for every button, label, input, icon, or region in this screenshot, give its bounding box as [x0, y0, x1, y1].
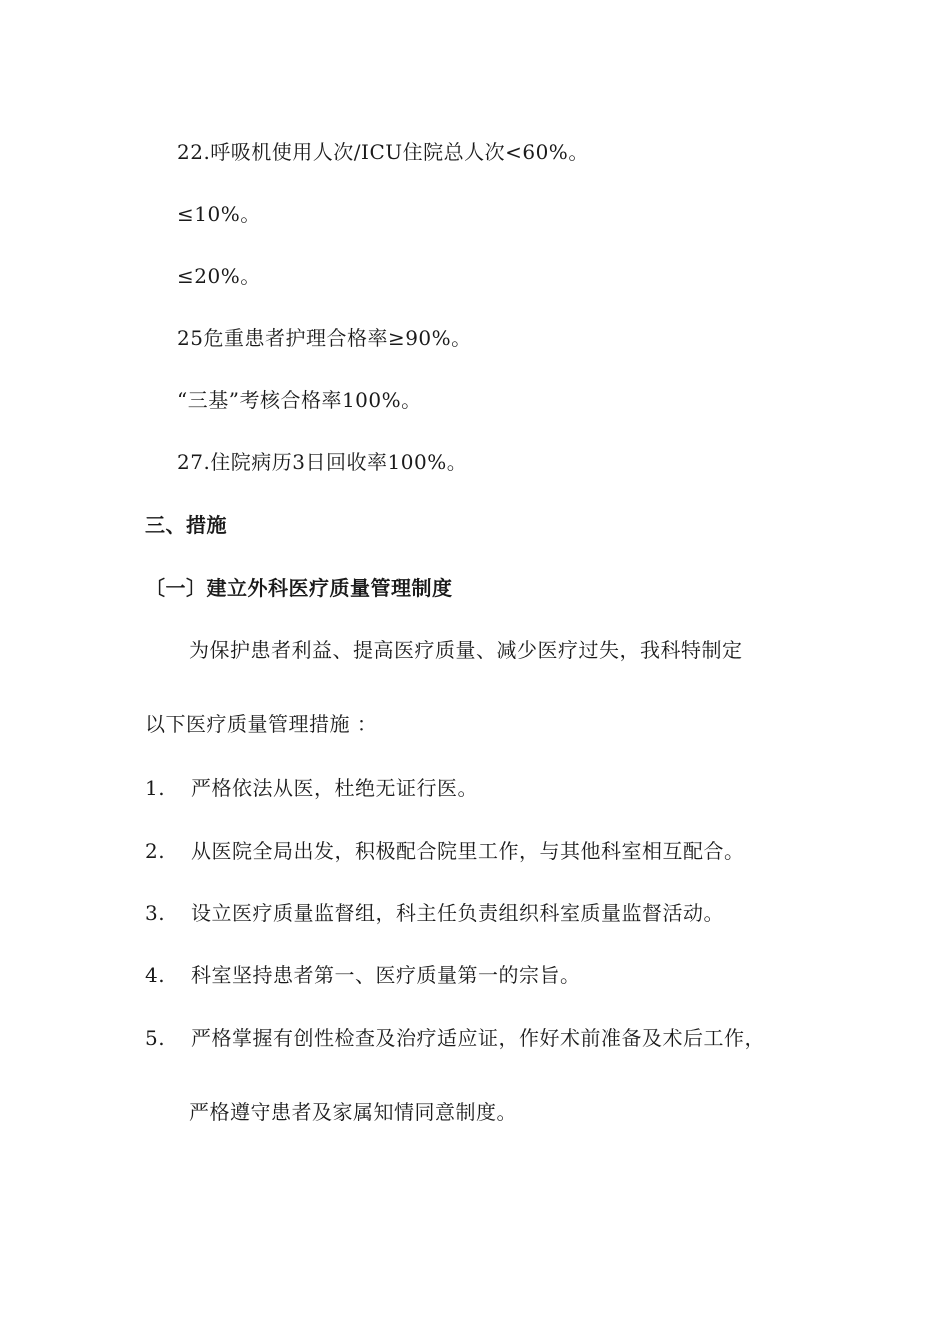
measure-number: 5. [145, 1026, 166, 1050]
measure-number: 2. [145, 839, 166, 863]
intro-paragraph-line-2: 以下医疗质量管理措施 ： [145, 712, 378, 736]
measure-text: 从医院全局出发，积极配合院里工作，与其他科室相互配合。 [191, 839, 745, 863]
measure-item-5-continuation: 严格遵守患者及家属知情同意制度。 [189, 1100, 517, 1124]
target-item-26: “三基”考核合格率100%。 [177, 388, 422, 412]
measure-text: 严格依法从医，杜绝无证行医。 [191, 776, 478, 800]
measure-number: 1. [145, 776, 166, 800]
measure-item-3 [145, 900, 724, 926]
target-item-22: 22.呼吸机使用人次/ICU住院总人次<60%。 [177, 140, 589, 164]
target-item-27: 27.住院病历3日回收率100%。 [177, 450, 468, 474]
measure-text: 设立医疗质量监督组，科主任负责组织科室质量监督活动。 [191, 901, 724, 925]
target-item-24: ≤20%。 [177, 264, 261, 288]
section-heading: 三、措施 [145, 513, 227, 537]
intro-paragraph-line-1: 为保护患者利益、提高医疗质量、减少医疗过失，我科特制定 [189, 638, 743, 662]
measure-item-4 [145, 962, 581, 988]
measure-number: 3. [145, 901, 166, 925]
measure-text: 严格掌握有创性检查及治疗适应证，作好术前准备及术后工作， [191, 1026, 765, 1050]
measure-item-1 [145, 775, 478, 801]
target-item-25: 25危重患者护理合格率≥90%。 [177, 326, 472, 350]
measure-item-2 [145, 838, 745, 864]
target-item-23: ≤10%。 [177, 202, 261, 226]
measure-number: 4. [145, 963, 166, 987]
measure-text: 科室坚持患者第一、医疗质量第一的宗旨。 [191, 963, 581, 987]
subsection-heading: 〔一〕建立外科医疗质量管理制度 [145, 576, 453, 600]
measure-item-5 [145, 1025, 765, 1051]
